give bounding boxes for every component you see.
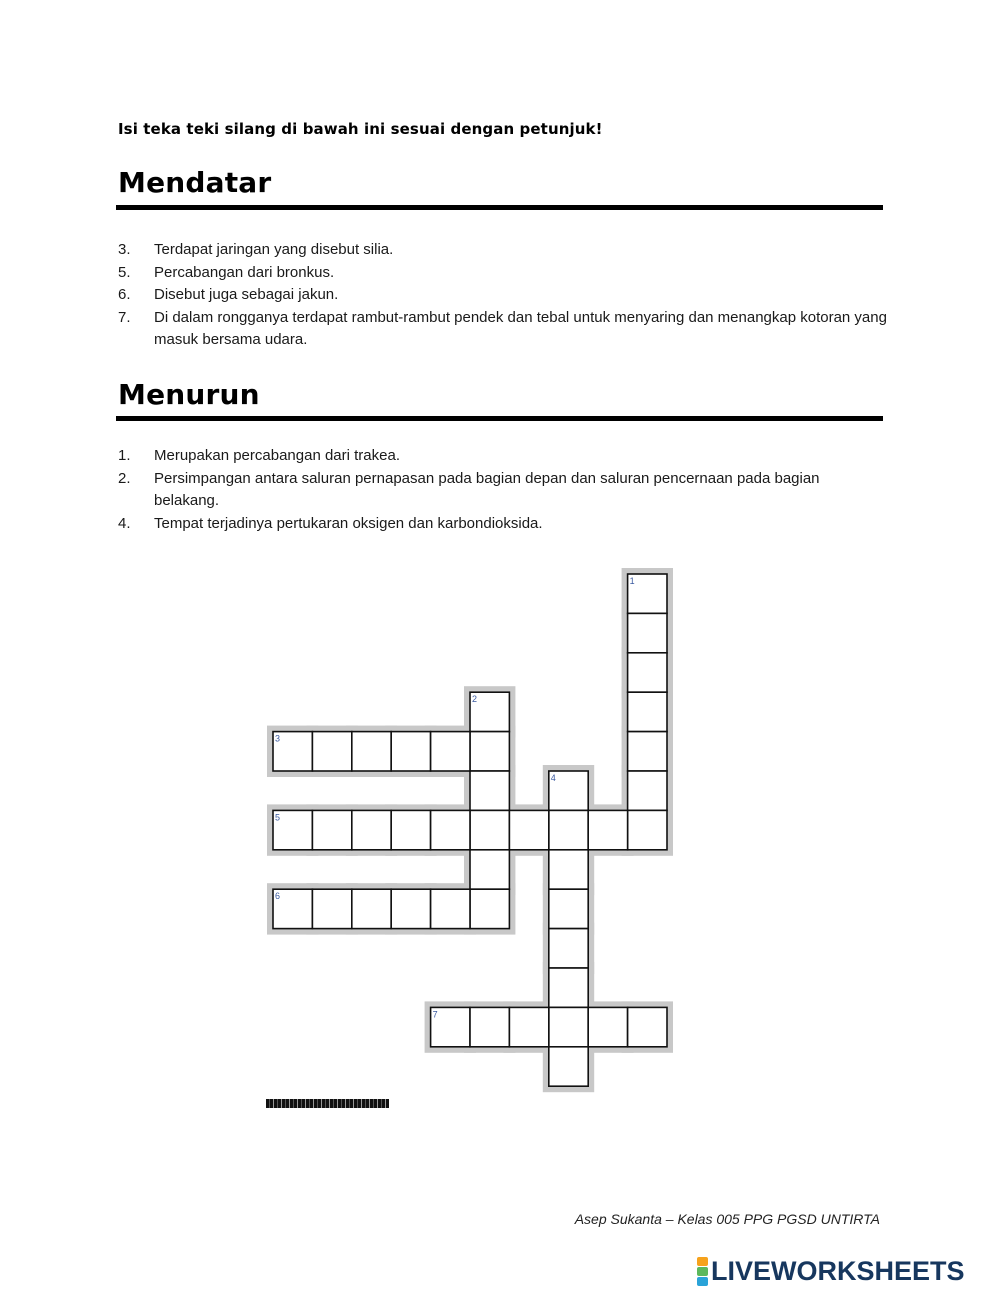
clue-text: Disebut juga sebagai jakun. bbox=[154, 286, 339, 303]
crossword-cell-r11-c7[interactable] bbox=[549, 1007, 588, 1046]
crossword-cell-r9-c7[interactable] bbox=[549, 929, 588, 968]
clue-number: 2. bbox=[118, 469, 131, 487]
crossword-cell-r8-c2[interactable] bbox=[352, 889, 391, 928]
clue-number: 6. bbox=[118, 286, 131, 303]
crossword-cell-r4-c2[interactable] bbox=[352, 732, 391, 771]
author-credit: Asep Sukanta – Kelas 005 PPG PGSD UNTIRTA bbox=[574, 1211, 880, 1227]
clue-text: Merupakan percabangan dari trakea. bbox=[154, 447, 400, 464]
clue-number: 7. bbox=[118, 308, 131, 326]
crossword-cell-r4-c9[interactable] bbox=[628, 732, 667, 771]
logo-text: LIVEWORKSHEETS bbox=[711, 1255, 965, 1286]
logo-icon bbox=[697, 1257, 708, 1286]
down-title: Menurun bbox=[118, 378, 260, 411]
clue-number: 5. bbox=[118, 263, 131, 281]
crossword-cell-r7-c5[interactable] bbox=[470, 850, 509, 889]
crossword-cell-r5-c5[interactable] bbox=[470, 771, 509, 810]
crossword-cell-r11-c9[interactable] bbox=[628, 1007, 667, 1046]
logo-square-i bbox=[697, 1267, 708, 1276]
instruction-text: Isi teka teki silang di bawah ini sesuai dengan petunjuk! bbox=[118, 120, 603, 138]
cell-number-label: 1 bbox=[629, 576, 635, 586]
cell-number-label: 4 bbox=[550, 773, 556, 783]
clue-text: Terdapat jaringan yang disebut silia. bbox=[154, 241, 394, 258]
crossword-cell-r8-c5[interactable] bbox=[470, 889, 509, 928]
cell-number-label: 2 bbox=[472, 694, 478, 705]
crossword-cell-r5-c9[interactable] bbox=[628, 771, 667, 810]
logo-square-l bbox=[697, 1257, 708, 1266]
crossword-cell-r4-c5[interactable] bbox=[470, 732, 509, 771]
crossword-cell-r12-c7[interactable] bbox=[549, 1047, 588, 1086]
crossword-cell-r8-c7[interactable] bbox=[549, 889, 588, 928]
crossword-cell-r6-c6[interactable] bbox=[509, 810, 548, 849]
clue-text: Di dalam rongganya terdapat rambut-rambut pendek dan tebal untuk menyaring dan menangkap kotoran yang masuk bersama udara. bbox=[154, 308, 887, 348]
crossword-cell-r6-c2[interactable] bbox=[352, 810, 391, 849]
cell-number-label: 6 bbox=[275, 891, 281, 902]
clue-number: 4. bbox=[118, 514, 131, 532]
crossword-cell-r8-c4[interactable] bbox=[431, 889, 470, 928]
crossword-cell-r6-c3[interactable] bbox=[391, 810, 430, 849]
clue-text: Tempat terjadinya pertukaran oksigen dan karbondioksida. bbox=[154, 514, 543, 532]
logo-square-v bbox=[697, 1277, 708, 1286]
cell-number-label: 7 bbox=[432, 1009, 438, 1020]
crossword-cell-r6-c5[interactable] bbox=[470, 810, 509, 849]
clue-number: 3. bbox=[118, 241, 131, 258]
crossword-cell-r6-c4[interactable] bbox=[431, 810, 470, 849]
crossword-cell-r11-c5[interactable] bbox=[470, 1007, 509, 1046]
clue-text: Persimpangan antara saluran pernapasan pada bagian depan dan saluran pencernaan pada bagian belakang. bbox=[154, 469, 820, 509]
crossword-cell-r11-c8[interactable] bbox=[588, 1007, 627, 1046]
crossword-cell-r7-c7[interactable] bbox=[549, 850, 588, 889]
crossword-cell-r8-c3[interactable] bbox=[391, 889, 430, 928]
crossword-cell-r3-c9[interactable] bbox=[628, 692, 667, 731]
crossword-cell-r4-c3[interactable] bbox=[391, 732, 430, 771]
crossword-cell-r11-c6[interactable] bbox=[509, 1007, 548, 1046]
crossword-cell-r4-c4[interactable] bbox=[431, 732, 470, 771]
cell-number-label: 3 bbox=[275, 733, 281, 744]
cell-number-label: 5 bbox=[275, 812, 281, 823]
crossword-cell-r6-c7[interactable] bbox=[549, 810, 588, 849]
crossword-cell-r4-c1[interactable] bbox=[312, 732, 351, 771]
across-title: Mendatar bbox=[118, 166, 272, 199]
crossword-cell-r8-c1[interactable] bbox=[312, 889, 351, 928]
clue-number: 1. bbox=[118, 447, 131, 464]
crossword-cell-r1-c9[interactable] bbox=[628, 613, 667, 652]
liveworksheets-logo bbox=[697, 1256, 965, 1286]
grid-caption-scribble bbox=[266, 1099, 389, 1108]
crossword-cell-r2-c9[interactable] bbox=[628, 653, 667, 692]
crossword-cell-r10-c7[interactable] bbox=[549, 968, 588, 1007]
clue-text: Percabangan dari bronkus. bbox=[154, 263, 335, 281]
crossword-cell-r6-c8[interactable] bbox=[588, 810, 627, 849]
crossword-cell-r6-c9[interactable] bbox=[628, 810, 667, 849]
crossword-cell-r6-c1[interactable] bbox=[312, 810, 351, 849]
